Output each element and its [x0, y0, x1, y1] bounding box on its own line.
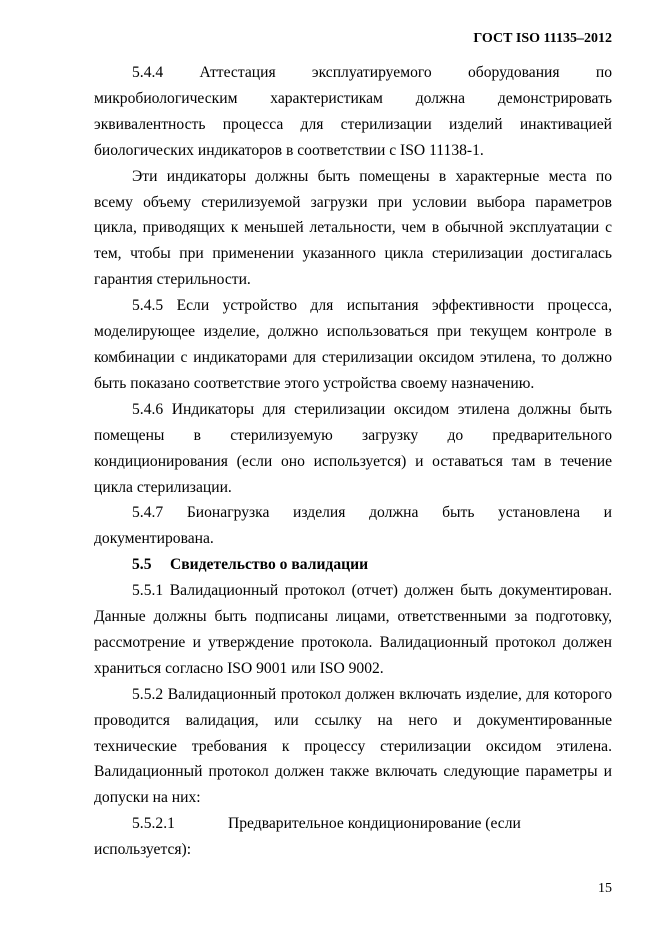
section-number: 5.5	[132, 556, 152, 574]
document-body	[94, 60, 612, 863]
paragraph-5-5-2: 5.5.2 Валидационный протокол должен включать изделие, для которого проводится валидация, или ссылку на него и документированные технические требования к процессу стерилизации оксидом этилена. Валидационный протокол должен также включать следующие параметры и допуски на них:	[94, 685, 612, 807]
section-heading	[94, 552, 612, 578]
list-item-text: Предварительное кондиционирование (если используется):	[94, 815, 521, 859]
list-item-number: 5.5.2.1	[132, 815, 175, 833]
paragraph-5-4-4: 5.4.4 Аттестация эксплуатируемого оборудования по микробиологическим характеристикам должна демонстрировать эквивалентность процесса для стерилизации изделий инактивацией биологических индикаторов в соответствии с ISO 11138-1.	[94, 64, 612, 159]
paragraph-5-4-6: 5.4.6 Индикаторы для стерилизации оксидом этилена должны быть помещены в стерилизуемую загрузку до предварительного кондиционирования (если оно используется) и оставаться там в течение цикла стерилизации.	[94, 400, 612, 496]
section-title: Свидетельство о валидации	[170, 556, 369, 574]
paragraph-5-5-1: 5.5.1 Валидационный протокол (отчет) должен быть документирован. Данные должны быть подписаны лицами, ответственными за подготовку, рассмотрение и утверждение протокола. Валидационный протокол должен храниться согласно ISO 9001 или ISO 9002.	[94, 582, 612, 677]
paragraph-5-4-7: 5.4.7 Бионагрузка изделия должна быть установлена и документирована.	[94, 504, 612, 548]
paragraph-indicators: Эти индикаторы должны быть помещены в характерные места по всему объему стерилизуемой загрузки при условии выбора параметров цикла, приводящих к меньшей летальности, чем в обычной эксплуатации с тем, чтобы при применении указанного цикла стерилизации достигалась гарантия стерильности.	[94, 167, 612, 289]
paragraph-5-4-5: 5.4.5 Если устройство для испытания эффективности процесса, моделирующее изделие, должно использоваться при текущем контроле в комбинации с индикаторами для стерилизации оксидом этилена, то должно быть показано соответствие этого устройства своему назначению.	[94, 297, 612, 392]
list-item-5-5-2-1	[94, 811, 612, 863]
page-number: 15	[598, 881, 612, 896]
document-header: ГОСТ ISO 11135–2012	[473, 31, 612, 46]
